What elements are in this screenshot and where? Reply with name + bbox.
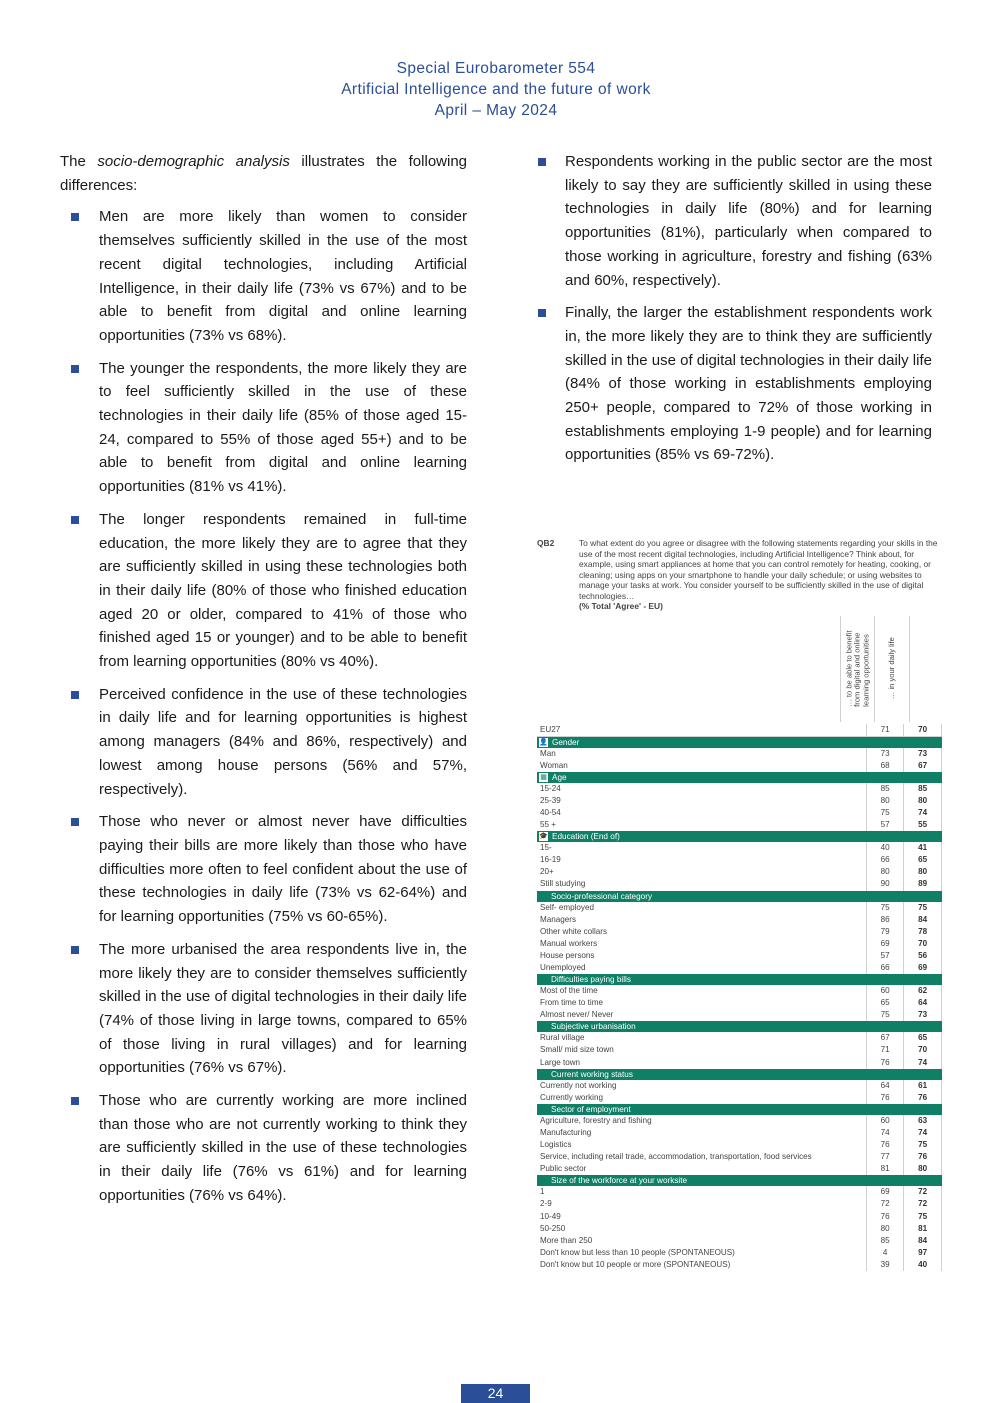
row-value-learning: 90 <box>866 878 904 890</box>
bullet-square-icon <box>71 516 79 524</box>
row-label: 20+ <box>540 867 554 877</box>
section-title: Current working status <box>551 1069 633 1079</box>
table-row <box>537 1211 942 1223</box>
row-value-learning: 85 <box>866 1235 904 1247</box>
table-row <box>537 854 942 866</box>
row-value-learning: 60 <box>866 1115 904 1127</box>
row-label: 15- <box>540 843 552 853</box>
row-label: 40-54 <box>540 807 561 817</box>
section-title: Subjective urbanisation <box>551 1022 636 1032</box>
section-header <box>537 1175 942 1186</box>
bullet-square-icon <box>538 158 546 166</box>
table-row <box>537 795 942 807</box>
bullet-item <box>537 150 932 292</box>
row-value-daily: 76 <box>904 1092 942 1104</box>
bullet-text: The younger the respondents, the more likely they are to feel sufficiently skilled in the use of these technologies in their daily life (85% of those aged 15-24, compared to 55% of those aged 55+) and to be able to benefit from digital and online learning opportunities (81% vs 41%). <box>99 359 467 496</box>
row-label: Logistics <box>540 1140 572 1150</box>
table-row <box>537 1235 942 1247</box>
row-value-daily: 61 <box>904 1080 942 1092</box>
bullet-text: Finally, the larger the establishment respondents work in, the more likely they are to think they are sufficiently skilled in the use of digital technologies in their daily life (84% of those working in establishments employing 250+ people, compared to 72% of those working in establishments employing 1-9 people) and for learning opportunities (85% vs 69-72%). <box>565 304 932 464</box>
row-label: 15-24 <box>540 783 561 793</box>
bullet-square-icon <box>71 691 79 699</box>
row-label: Almost never/ Never <box>540 1010 614 1020</box>
row-value-daily: 55 <box>904 819 942 831</box>
table-row <box>537 962 942 974</box>
row-value-learning: 65 <box>866 997 904 1009</box>
row-label: Still studying <box>540 879 586 889</box>
left-column <box>60 150 467 1217</box>
row-value-learning: 75 <box>866 807 904 819</box>
row-label: Woman <box>540 760 568 770</box>
section-header <box>537 1104 942 1115</box>
row-value-daily: 65 <box>904 1032 942 1044</box>
row-value-learning: 72 <box>866 1198 904 1210</box>
row-value-learning: 71 <box>866 1044 904 1056</box>
row-label: Most of the time <box>540 986 598 996</box>
row-label: Don't know but less than 10 people (SPONTANEOUS) <box>540 1247 735 1257</box>
bullet-item <box>60 938 467 1080</box>
row-value-daily: 89 <box>904 878 942 890</box>
row-value-learning: 57 <box>866 950 904 962</box>
row-label: Currently working <box>540 1092 603 1102</box>
row-label: EU27 <box>537 724 866 737</box>
section-title: Difficulties paying bills <box>551 975 631 985</box>
table-row <box>537 1223 942 1235</box>
table-row <box>537 878 942 890</box>
row-label: Service, including retail trade, accommodation, transportation, food services <box>540 1152 812 1162</box>
row-value-learning: 4 <box>866 1247 904 1259</box>
row-value-learning: 60 <box>866 985 904 997</box>
row-value-daily: 63 <box>904 1115 942 1127</box>
question-text: To what extent do you agree or disagree with the following statements regarding your skills in the use of the most recent digital technologies, including Artificial Intelligence? Think about, for example, using smart appliances at home that you can control remotely for heating, cooking, or cleaning; using apps on your smartphone to handle your daily schedule; or using websites to manage your tasks at work. You consider yourself to be sufficiently skilled in the use of digital technologies… <box>579 538 938 601</box>
section-icon: 🎓 <box>539 833 548 841</box>
question-text-block <box>579 538 942 612</box>
table-row <box>537 950 942 962</box>
bullet-square-icon <box>71 1097 79 1105</box>
bullet-item <box>60 508 467 674</box>
table-row <box>537 807 942 819</box>
bullet-item <box>60 683 467 802</box>
table-row <box>537 748 942 760</box>
bullet-square-icon <box>538 309 546 317</box>
row-label: 1 <box>540 1187 545 1197</box>
section-header <box>537 736 942 748</box>
row-value-daily: 80 <box>904 795 942 807</box>
row-value-daily: 73 <box>904 748 942 760</box>
qb2-table-figure <box>537 538 942 1271</box>
row-value-daily: 74 <box>904 1057 942 1069</box>
row-value-learning: 76 <box>866 1211 904 1223</box>
table-row <box>537 866 942 878</box>
row-value-learning: 68 <box>866 760 904 772</box>
table-row <box>537 1044 942 1056</box>
row-value-learning: 69 <box>866 938 904 950</box>
section-header-cell <box>537 1021 942 1032</box>
bullet-text: Those who are currently working are more inclined than those who are not currently working to think they are sufficiently skilled in the use of these technologies in their daily life (76% vs 61%) and for learning opportunities (76% vs 64%). <box>99 1092 467 1204</box>
row-value-learning: 85 <box>866 783 904 795</box>
section-icon: 👤 <box>539 738 548 746</box>
row-value-learning: 80 <box>866 1223 904 1235</box>
row-value-daily: 75 <box>904 1139 942 1151</box>
section-header-cell <box>537 974 942 985</box>
bullet-text: Perceived confidence in the use of these technologies in daily life and for learning opportunities is highest among managers (84% and 86%, respectively) and lowest among house persons (56% and 57%, respectively). <box>99 685 467 798</box>
bullet-text: Respondents working in the public sector are the most likely to say they are sufficiently skilled in using these technologies in daily life (80%) and for learning opportunities (81%), particularly when compared to those working in agriculture, forestry and fishing (63% and 60%, respectively). <box>565 153 932 289</box>
table-row <box>537 783 942 795</box>
report-date: April – May 2024 <box>434 102 558 119</box>
intro-emphasis: socio-demographic analysis <box>97 153 290 170</box>
row-value-learning: 80 <box>866 795 904 807</box>
question-id: QB2 <box>537 538 555 548</box>
row-label: Manufacturing <box>540 1127 592 1137</box>
row-label: From time to time <box>540 998 603 1008</box>
table-row <box>537 1032 942 1044</box>
table-row <box>537 1163 942 1175</box>
row-label: Other white collars <box>540 926 608 936</box>
question-block <box>537 538 942 612</box>
table-row <box>537 1247 942 1259</box>
row-label: Rural village <box>540 1033 585 1043</box>
results-table <box>537 724 942 1271</box>
section-header-cell <box>537 891 942 902</box>
row-label: 25-39 <box>540 795 561 805</box>
column-header-daily-life <box>874 616 910 722</box>
left-bullet-list <box>60 205 467 1207</box>
section-icon: ▦ <box>540 774 547 782</box>
section-header-cell <box>537 831 942 842</box>
row-value-daily: 56 <box>904 950 942 962</box>
bullet-square-icon <box>71 818 79 826</box>
section-header-cell <box>537 1104 942 1115</box>
row-value-learning: 80 <box>866 866 904 878</box>
table-row <box>537 1115 942 1127</box>
table-row <box>537 914 942 926</box>
column-header-learning-label: … to be able to benefit from digital and online learning opportunities <box>844 630 871 707</box>
question-subtitle: (% Total 'Agree' - EU) <box>579 601 663 611</box>
table-row <box>537 1186 942 1198</box>
table-row <box>537 1092 942 1104</box>
section-title: Age <box>552 772 567 782</box>
row-value-learning: 81 <box>866 1163 904 1175</box>
column-headers <box>537 616 942 722</box>
row-label: 50-250 <box>540 1223 566 1233</box>
row-value-learning: 75 <box>866 1009 904 1021</box>
column-header-daily-life-label: … in your daily life <box>886 637 896 700</box>
row-value-daily: 84 <box>904 1235 942 1247</box>
bullet-square-icon <box>71 946 79 954</box>
section-header-cell <box>537 736 942 748</box>
row-value-learning: 76 <box>866 1092 904 1104</box>
row-value-daily: 70 <box>904 1044 942 1056</box>
row-value-learning: 73 <box>866 748 904 760</box>
bullet-item <box>60 810 467 929</box>
table-row <box>537 902 942 914</box>
row-value-daily: 70 <box>904 938 942 950</box>
bullet-text: Those who never or almost never have difficulties paying their bills are more likely than those who have difficulties more often to feel confident about the use of these technologies in daily life (73% vs 62-64%) and for learning opportunities (75% vs 60-65%). <box>99 813 467 926</box>
row-label: Small/ mid size town <box>540 1045 614 1055</box>
bullet-text: Men are more likely than women to consider themselves sufficiently skilled in the use of the most recent digital technologies, including Artificial Intelligence, in their daily life (73% vs 67%) and to be able to benefit from digital and online learning opportunities (73% vs 68%). <box>99 208 467 344</box>
row-label: Managers <box>540 914 576 924</box>
table-row-eu27 <box>537 724 942 737</box>
row-value-learning: 67 <box>866 1032 904 1044</box>
table-row <box>537 1127 942 1139</box>
table-row <box>537 1151 942 1163</box>
table-row <box>537 1259 942 1271</box>
page-header <box>0 58 992 121</box>
section-title: Education (End of) <box>552 832 620 842</box>
row-value-daily: 72 <box>904 1198 942 1210</box>
row-value-daily: 40 <box>904 1259 942 1271</box>
row-value-daily: 73 <box>904 1009 942 1021</box>
section-title: Socio-professional category <box>551 891 653 901</box>
section-title: Sector of employment <box>551 1104 631 1114</box>
bullet-text: The longer respondents remained in full-time education, the more likely they are to agree that they are sufficiently skilled in using these technologies both in their daily life (80% of those who finished education aged 20 or older, compared to 41% of those who finished aged 15 or younger) and to be able to benefit from learning opportunities (80% vs 40%). <box>99 510 467 671</box>
right-column <box>537 150 932 476</box>
bullet-square-icon <box>71 213 79 221</box>
row-value-learning: 75 <box>866 902 904 914</box>
row-value-learning: 57 <box>866 819 904 831</box>
row-value-daily: 65 <box>904 854 942 866</box>
row-value-learning: 74 <box>866 1127 904 1139</box>
section-header <box>537 891 942 902</box>
row-value-daily: 84 <box>904 914 942 926</box>
row-value-daily: 74 <box>904 807 942 819</box>
row-value-learning: 79 <box>866 926 904 938</box>
table-row <box>537 1080 942 1092</box>
row-value-daily: 75 <box>904 1211 942 1223</box>
row-value-daily: 62 <box>904 985 942 997</box>
table-row <box>537 926 942 938</box>
row-value-daily: 80 <box>904 866 942 878</box>
table-row <box>537 997 942 1009</box>
row-value-learning: 40 <box>866 842 904 854</box>
table-row <box>537 938 942 950</box>
row-value-daily: 75 <box>904 902 942 914</box>
bullet-item <box>60 357 467 499</box>
intro-text-end: illustrates the following differences: <box>60 153 468 194</box>
report-subtitle: Artificial Intelligence and the future of work <box>341 81 651 98</box>
row-value-learning: 71 <box>866 724 904 737</box>
table-row <box>537 842 942 854</box>
row-label: Manual workers <box>540 938 598 948</box>
row-value-daily: 70 <box>904 724 942 737</box>
row-value-daily: 67 <box>904 760 942 772</box>
section-header <box>537 772 942 783</box>
row-value-daily: 64 <box>904 997 942 1009</box>
row-value-daily: 41 <box>904 842 942 854</box>
row-value-daily: 72 <box>904 1186 942 1198</box>
row-value-daily: 74 <box>904 1127 942 1139</box>
row-label: 2-9 <box>540 1199 552 1209</box>
intro-paragraph <box>60 150 467 197</box>
row-value-learning: 39 <box>866 1259 904 1271</box>
row-label: Don't know but 10 people or more (SPONTANEOUS) <box>540 1259 731 1269</box>
row-value-daily: 76 <box>904 1151 942 1163</box>
row-label: Agriculture, forestry and fishing <box>540 1115 652 1125</box>
page-number: 24 <box>461 1384 530 1403</box>
row-label: More than 250 <box>540 1235 593 1245</box>
row-value-learning: 64 <box>866 1080 904 1092</box>
bullet-item <box>537 301 932 467</box>
row-value-learning: 69 <box>866 1186 904 1198</box>
row-value-daily: 97 <box>904 1247 942 1259</box>
row-value-learning: 66 <box>866 962 904 974</box>
bullet-text: The more urbanised the area respondents live in, the more likely they are to consider themselves sufficiently skilled in the use of digital technologies in their daily life (74% of those living in large towns, compared to 65% of those living in rural villages) and for learning opportunities (76% vs 67%). <box>99 940 467 1077</box>
row-value-learning: 76 <box>866 1139 904 1151</box>
row-label: Unemployed <box>540 963 586 972</box>
table-row <box>537 1198 942 1210</box>
row-value-learning: 77 <box>866 1151 904 1163</box>
section-title: Size of the workforce at your worksite <box>551 1176 688 1186</box>
column-header-learning <box>840 616 875 722</box>
right-bullet-list <box>537 150 932 467</box>
table-row <box>537 1057 942 1069</box>
section-header <box>537 974 942 985</box>
row-value-daily: 85 <box>904 783 942 795</box>
section-header-cell <box>537 1069 942 1080</box>
table-row <box>537 985 942 997</box>
row-value-daily: 78 <box>904 926 942 938</box>
section-header-cell <box>537 1175 942 1186</box>
section-header-cell <box>537 772 942 783</box>
table-row <box>537 760 942 772</box>
bullet-item <box>60 1089 467 1208</box>
row-value-daily: 69 <box>904 962 942 974</box>
row-label: Public sector <box>540 1164 587 1174</box>
row-label: House persons <box>540 950 595 960</box>
row-value-learning: 76 <box>866 1057 904 1069</box>
section-header <box>537 831 942 842</box>
row-value-daily: 81 <box>904 1223 942 1235</box>
table-row <box>537 819 942 831</box>
row-value-learning: 86 <box>866 914 904 926</box>
row-label: Large town <box>540 1057 581 1067</box>
section-title: Gender <box>552 737 580 747</box>
section-header <box>537 1021 942 1032</box>
row-label: 10-49 <box>540 1211 561 1221</box>
table-row <box>537 1139 942 1151</box>
intro-text: The <box>60 153 98 170</box>
bullet-square-icon <box>71 365 79 373</box>
report-title: Special Eurobarometer 554 <box>396 60 596 77</box>
row-value-learning: 66 <box>866 854 904 866</box>
row-label: 55 + <box>540 820 556 830</box>
table-row <box>537 1009 942 1021</box>
bullet-item <box>60 205 467 347</box>
row-value-daily: 80 <box>904 1163 942 1175</box>
row-label: Self- employed <box>540 902 594 912</box>
row-label: Man <box>540 748 556 758</box>
section-header <box>537 1069 942 1080</box>
row-label: 16-19 <box>540 855 561 865</box>
row-label: Currently not working <box>540 1080 617 1090</box>
